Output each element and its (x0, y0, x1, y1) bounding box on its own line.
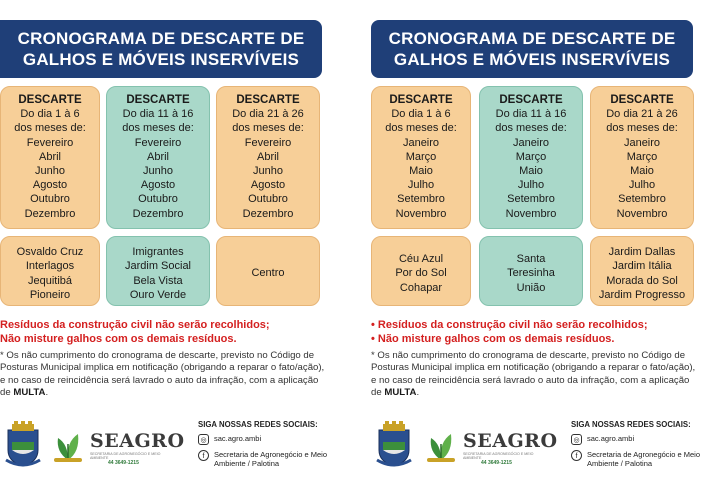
schedule-days: Do dia 21 à 26 (606, 108, 678, 121)
month: Abril (256, 150, 279, 163)
title-line-2: GALHOS E MÓVEIS INSERVÍVEIS (22, 50, 300, 69)
schedule-box-3 (590, 86, 694, 229)
legal-note-bold: MULTA (13, 387, 46, 399)
social-links (198, 420, 338, 468)
month: Junho (253, 165, 283, 178)
neighborhood-box-1 (371, 236, 471, 306)
neighborhood: União (516, 281, 546, 294)
seagro-logo (423, 424, 558, 466)
month: Dezembro (24, 207, 76, 220)
neighborhood: Centro (251, 267, 285, 280)
title-line-1: CRONOGRAMA DE DESCARTE DE (17, 29, 305, 48)
schedule-header: DESCARTE (389, 94, 453, 106)
warning-line-2: Não misture galhos com os demais resíduos. (0, 333, 237, 345)
schedule-box-2 (106, 86, 210, 229)
month: Março (626, 150, 658, 163)
schedule-header: DESCARTE (18, 94, 82, 106)
legal-note-bold: MULTA (384, 387, 417, 399)
instagram-icon: ◎ (198, 434, 209, 445)
month: Março (515, 150, 547, 163)
month: Novembro (616, 207, 668, 220)
month: Janeiro (623, 136, 661, 149)
neighborhood: Bela Vista (133, 274, 183, 287)
facebook-page: Secretaria de Agronegócio e Meio Ambiente / Palotina (214, 450, 327, 468)
neighborhood: Céu Azul (398, 253, 444, 266)
schedule-months-label: dos meses de: (385, 122, 457, 135)
seagro-logo (50, 424, 185, 466)
month: Abril (146, 150, 169, 163)
legal-note-text: * Os não cumprimento do cronograma de descarte, previsto no Código de Posturas Municipal implica em notificação (obrigando a reparar o fato/ação), e no caso de reincidência será lavrado o auto da infração, com a aplicação de (371, 350, 696, 399)
legal-note (371, 350, 701, 400)
warning-line-1: Resíduos da construção civil não serão recolhidos; (0, 319, 270, 331)
flyer-right (363, 0, 708, 478)
month: Dezembro (242, 207, 294, 220)
city-crest-icon (4, 420, 42, 468)
brand-phone: 44 3649-1215 (481, 460, 512, 466)
city-crest-icon (375, 420, 413, 468)
facebook-page: Secretaria de Agronegócio e Meio Ambiente / Palotina (587, 450, 700, 468)
neighborhood-box-3 (216, 236, 320, 306)
month: Novembro (505, 207, 557, 220)
month: Agosto (140, 179, 176, 192)
instagram-link[interactable] (198, 434, 338, 445)
schedule-days: Do dia 1 à 6 (20, 108, 80, 121)
schedule-header: DESCARTE (126, 94, 190, 106)
month: Setembro (618, 193, 666, 206)
warning-block (0, 318, 330, 346)
neighborhood: Jequitibá (27, 274, 73, 287)
social-title: SIGA NOSSAS REDES SOCIAIS: (571, 420, 691, 429)
facebook-link[interactable] (571, 450, 711, 468)
schedule-box-1 (371, 86, 471, 229)
neighborhood: Imigrantes (132, 246, 184, 259)
month: Fevereiro (26, 136, 74, 149)
month: Setembro (397, 193, 445, 206)
neighborhood: Por do Sol (395, 267, 447, 280)
brand-subtitle: SECRETARIA DE AGRONEGÓCIO E MEIO AMBIENTE (463, 452, 534, 460)
warning-block (371, 318, 701, 346)
flyer-left (0, 0, 345, 478)
schedule-months-label: dos meses de: (14, 122, 86, 135)
neighborhood-box-2 (479, 236, 583, 306)
title-line-1: CRONOGRAMA DE DESCARTE DE (388, 29, 676, 48)
schedule-days: Do dia 11 à 16 (122, 108, 194, 121)
month: Outubro (138, 193, 178, 206)
schedule-months-label: dos meses de: (606, 122, 678, 135)
title-banner (0, 20, 322, 78)
month: Março (405, 150, 437, 163)
warning-line-1: • Resíduos da construção civil não serão recolhidos; (371, 319, 648, 331)
title-line-2: GALHOS E MÓVEIS INSERVÍVEIS (393, 50, 671, 69)
month: Abril (38, 150, 61, 163)
month: Junho (143, 165, 173, 178)
schedule-months-label: dos meses de: (495, 122, 567, 135)
leaf-icon (50, 424, 86, 464)
neighborhood: Jardim Dallas (608, 246, 676, 259)
leaf-icon (423, 424, 459, 464)
schedule-months-label: dos meses de: (232, 122, 304, 135)
schedule-days: Do dia 11 à 16 (495, 108, 567, 121)
month: Julho (517, 179, 545, 192)
neighborhood: Santa (516, 253, 546, 266)
social-title: SIGA NOSSAS REDES SOCIAIS: (198, 420, 318, 429)
social-links (571, 420, 711, 468)
month: Janeiro (512, 136, 550, 149)
brand-name: SEAGRO (463, 430, 558, 452)
neighborhood-box-2 (106, 236, 210, 306)
facebook-icon: f (571, 450, 582, 461)
neighborhood-box-1 (0, 236, 100, 306)
warning-line-2: • Não misture galhos com os demais resíduos. (371, 333, 615, 345)
instagram-handle: sac.agro.ambi (214, 434, 262, 443)
legal-note-text: * Os não cumprimento do cronograma de descarte, previsto no Código de Posturas Municipal implica em notificação (obrigando a reparar o fato/ação), e no caso de reincidência será lavrado o auto da infração, com a aplicação de (0, 350, 325, 399)
facebook-link[interactable] (198, 450, 338, 468)
neighborhood: Pioneiro (29, 288, 71, 301)
brand-name: SEAGRO (90, 430, 185, 452)
schedule-header: DESCARTE (236, 94, 300, 106)
month: Maio (409, 165, 433, 178)
neighborhood: Cohapar (399, 281, 443, 294)
neighborhood: Ouro Verde (129, 288, 187, 301)
instagram-link[interactable] (571, 434, 711, 445)
month: Outubro (248, 193, 288, 206)
title-banner (371, 20, 693, 78)
brand-subtitle: SECRETARIA DE AGRONEGÓCIO E MEIO AMBIENTE (90, 452, 161, 460)
neighborhood: Morada do Sol (606, 274, 678, 287)
neighborhood: Osvaldo Cruz (16, 246, 84, 259)
legal-note (0, 350, 330, 400)
schedule-months-label: dos meses de: (122, 122, 194, 135)
month: Julho (407, 179, 435, 192)
brand-phone: 44 3649-1215 (108, 460, 139, 466)
month: Novembro (395, 207, 447, 220)
neighborhood: Interlagos (25, 260, 75, 273)
neighborhood: Jardim Social (124, 260, 192, 273)
footer (0, 420, 345, 470)
month: Janeiro (402, 136, 440, 149)
schedule-days: Do dia 21 à 26 (232, 108, 304, 121)
month: Outubro (30, 193, 70, 206)
month: Fevereiro (134, 136, 182, 149)
neighborhood: Teresinha (507, 267, 555, 280)
month: Dezembro (132, 207, 184, 220)
month: Fevereiro (244, 136, 292, 149)
neighborhood-box-3 (590, 236, 694, 306)
schedule-header: DESCARTE (499, 94, 563, 106)
month: Julho (628, 179, 656, 192)
month: Agosto (250, 179, 286, 192)
neighborhood: Jardim Progresso (598, 288, 686, 301)
instagram-icon: ◎ (571, 434, 582, 445)
legal-note-end: . (416, 387, 420, 399)
month: Maio (519, 165, 543, 178)
schedule-header: DESCARTE (610, 94, 674, 106)
schedule-box-3 (216, 86, 320, 229)
schedule-box-2 (479, 86, 583, 229)
month: Agosto (32, 179, 68, 192)
footer (363, 420, 708, 470)
schedule-box-1 (0, 86, 100, 229)
instagram-handle: sac.agro.ambi (587, 434, 635, 443)
neighborhood: Jardim Itália (612, 260, 672, 273)
legal-note-end: . (45, 387, 49, 399)
month: Maio (630, 165, 654, 178)
month: Setembro (507, 193, 555, 206)
month: Junho (35, 165, 65, 178)
schedule-days: Do dia 1 à 6 (391, 108, 451, 121)
facebook-icon: f (198, 450, 209, 461)
